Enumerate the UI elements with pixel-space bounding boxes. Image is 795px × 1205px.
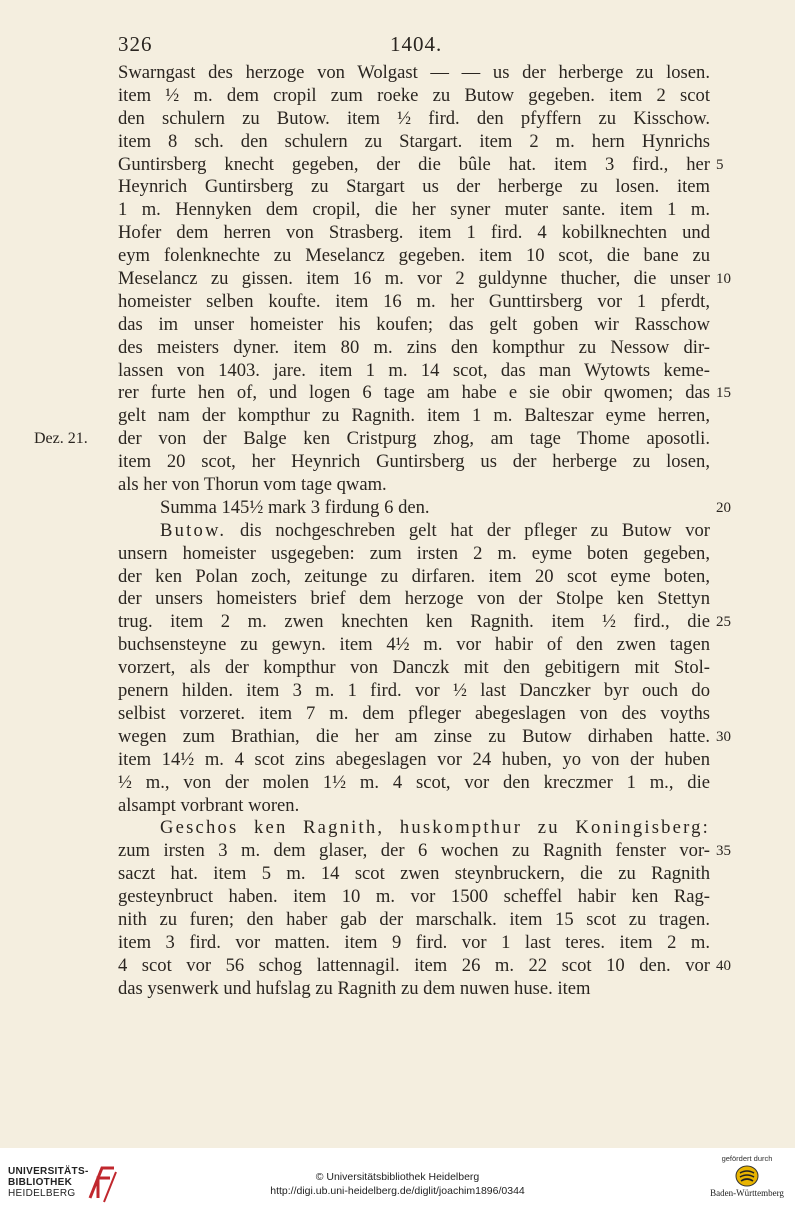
- sponsor-name: Baden-Württemberg: [710, 1188, 784, 1198]
- logo-line-1: UNIVERSITÄTS-: [8, 1166, 89, 1177]
- line-text: Hofer dem herren von Strasberg. item 1 fird. 4 kobilknechten und: [118, 222, 710, 244]
- text-line: [118, 725, 731, 749]
- line-text: das im unser homeister his koufen; das gelt goben wir Rasschow: [118, 313, 710, 335]
- text-line: [118, 634, 710, 657]
- line-text: wegen zum Brathian, die her am zinse zu Butow dirhaben hatte.: [118, 725, 710, 747]
- section-heading: Geschos ken Ragnith, huskompthur zu Koningisberg:: [160, 817, 710, 839]
- state-crest-icon: [735, 1165, 759, 1187]
- line-text: Swarngast des herzoge von Wolgast — — us der herberge zu losen.: [118, 62, 710, 83]
- text-line: [118, 153, 724, 177]
- copyright-notice: © Universitätsbibliothek Heidelberg: [315, 1171, 480, 1183]
- text-line: [118, 337, 710, 360]
- line-number: 25: [716, 614, 731, 631]
- line-number: 5: [716, 156, 724, 173]
- text-line: [118, 520, 710, 543]
- line-text: item 8 sch. den schulern zu Stargart. item 2 m. hern Hynrichs: [118, 130, 710, 152]
- text-line: [118, 840, 731, 863]
- text-line: [118, 382, 731, 405]
- text-line: [118, 199, 710, 222]
- library-emblem-icon: [86, 1162, 120, 1204]
- text-line: [118, 268, 731, 291]
- line-text: homeister selben koufte. item 16 m. her Gunttirsberg vor 1 pferdt,: [118, 290, 710, 312]
- text-line: [118, 62, 710, 85]
- line-text: der unsers homeisters brief dem herzoge von der Stolpe ken Stettyn: [118, 588, 710, 610]
- text-line: [118, 909, 710, 932]
- line-text: Heynrich Guntirsberg zu Stargart us der herberge zu losen. item: [118, 176, 710, 198]
- line-number: 40: [716, 957, 731, 974]
- text-line: [118, 360, 710, 383]
- line-text: buchsensteyne zu gewyn. item 4½ m. vor habir of den zwen tagen: [118, 634, 710, 656]
- running-year: 1404.: [390, 32, 443, 56]
- line-text: unsern homeister usgegeben: zum irsten 2 m. eyme boten gegeben,: [118, 542, 710, 564]
- line-text: item 20 scot, her Heynrich Guntirsberg us der herberge zu losen,: [118, 451, 710, 473]
- line-text: der ken Polan zoch, zeitunge zu dirfaren. item 20 scot eyme boten,: [118, 565, 710, 587]
- line-text: Summa 145½ mark 3 firdung 6 den.: [160, 496, 430, 518]
- line-text: selbist vorzeret. item 7 m. dem pfleger abegeslagen von des voyths: [118, 702, 710, 724]
- text-line: [118, 954, 731, 978]
- line-text: trug. item 2 m. zwen knechten ken Ragnith. item ½ fird., die: [118, 611, 710, 633]
- line-text: penern hilden. item 3 m. 1 fird. vor ½ last Danczker byr ouch do: [118, 680, 710, 702]
- line-number: 15: [716, 385, 731, 402]
- line-text: 1 m. Hennyken dem cropil, die her syner muter sante. item 1 m.: [118, 199, 710, 221]
- page-header: [118, 32, 710, 62]
- text-line: [118, 886, 710, 909]
- permalink[interactable]: http://digi.ub.uni-heidelberg.de/diglit/joachim1896/0344: [270, 1185, 525, 1197]
- text-line: [118, 131, 710, 154]
- line-text: rer furte hen of, und logen 6 tage am habe e sie obir qwomen; das: [118, 382, 710, 404]
- line-text: lassen von 1403. jare. item 1 m. 14 scot, das man Wytowts keme-: [118, 359, 710, 381]
- text-line: [118, 566, 710, 589]
- sponsor-block: [707, 1154, 787, 1202]
- text-line: [118, 291, 710, 314]
- line-number: 30: [716, 728, 731, 745]
- line-text: Butow. dis nochgeschreben gelt hat der pfleger zu Butow vor: [160, 519, 710, 541]
- section-heading: Butow.: [160, 519, 227, 541]
- text-line: [118, 863, 710, 886]
- text-line: [118, 245, 710, 268]
- text-line: [118, 405, 710, 428]
- line-number: 10: [716, 271, 731, 288]
- line-text: saczt hat. item 5 m. 14 scot zwen steynbruckern, die zu Ragnith: [118, 863, 710, 885]
- line-number: 20: [716, 499, 731, 516]
- line-text: gesteynbruct haben. item 10 m. vor 1500 scheffel habir ken Rag-: [118, 886, 710, 908]
- text-line: [118, 611, 731, 634]
- line-text: ½ m., von der molen 1½ m. 4 scot, vor den kreczmer 1 m., die: [118, 771, 710, 793]
- text-line: [118, 108, 710, 131]
- logo-line-2: BIBLIOTHEK: [8, 1177, 73, 1188]
- margin-date: Dez. 21.: [34, 430, 88, 448]
- text-line: [118, 772, 710, 795]
- line-text: den schulern zu Butow. item ½ fird. den pfyffern zu Kisschow.: [118, 107, 710, 129]
- line-text: alsampt vorbrant woren.: [118, 794, 300, 816]
- text-line: [118, 817, 710, 840]
- text-line: [118, 680, 710, 703]
- text-line: [118, 703, 710, 726]
- text-line: [118, 795, 710, 818]
- line-text: Guntirsberg knecht gegeben, der die bûle hat. item 3 fird., her: [118, 153, 710, 175]
- page-number: 326: [118, 32, 153, 56]
- text-line: [118, 978, 710, 1001]
- line-text: als her von Thorun vom tage qwam.: [118, 474, 387, 496]
- line-text: item 3 fird. vor matten. item 9 fird. vor 1 last teres. item 2 m.: [118, 931, 710, 953]
- line-number: 35: [716, 843, 731, 860]
- text-line: [118, 85, 710, 108]
- text-line: [118, 474, 710, 497]
- logo-line-3: HEIDELBERG: [8, 1188, 76, 1199]
- line-text: vorzert, als der kompthur von Danczk mit den gebitigern mit Stol-: [118, 657, 710, 679]
- line-text: nith zu furen; den haber gab der marschalk. item 15 scot zu tragen.: [118, 908, 710, 930]
- line-text: der von der Balge ken Cristpurg zhog, am tage Thome aposotli.: [118, 428, 710, 450]
- line-text: gelt nam der kompthur zu Ragnith. item 1 m. Balteszar eyme herren,: [118, 405, 710, 427]
- line-text: das ysenwerk und hufslag zu Ragnith zu dem nuwen huse. item: [118, 977, 591, 999]
- footer: [0, 1148, 795, 1205]
- line-text: 4 scot vor 56 schog lattennagil. item 26 m. 22 scot 10 den. vor: [118, 954, 710, 976]
- body-text: [118, 62, 731, 1001]
- text-line: [118, 749, 710, 772]
- line-text: zum irsten 3 m. dem glaser, der 6 wochen zu Ragnith fenster vor-: [118, 840, 710, 862]
- text-line: [118, 428, 710, 451]
- text-line: [118, 314, 710, 337]
- sponsor-label: gefördert durch: [721, 1154, 773, 1163]
- text-line: [118, 543, 710, 566]
- line-text: Meselancz zu gissen. item 16 m. vor 2 guldynne thucher, die unser: [118, 268, 710, 290]
- text-line: [118, 451, 710, 474]
- text-line: [118, 176, 710, 199]
- line-text: des meisters dyner. item 80 m. zins den kompthur zu Nessow dir-: [118, 336, 710, 358]
- text-line: [118, 657, 710, 680]
- text-line: [118, 932, 710, 955]
- text-line: [118, 222, 710, 245]
- line-text: item 14½ m. 4 scot zins abegeslagen vor 24 huben, yo von der huben: [118, 748, 710, 770]
- line-text: eym folenknechte zu Meselancz gegeben. item 10 scot, die bane zu: [118, 245, 710, 267]
- line-text: [160, 817, 710, 838]
- text-line: [118, 496, 731, 520]
- line-text: item ½ m. dem cropil zum roeke zu Butow gegeben. item 2 scot: [118, 84, 710, 106]
- text-line: [118, 588, 710, 611]
